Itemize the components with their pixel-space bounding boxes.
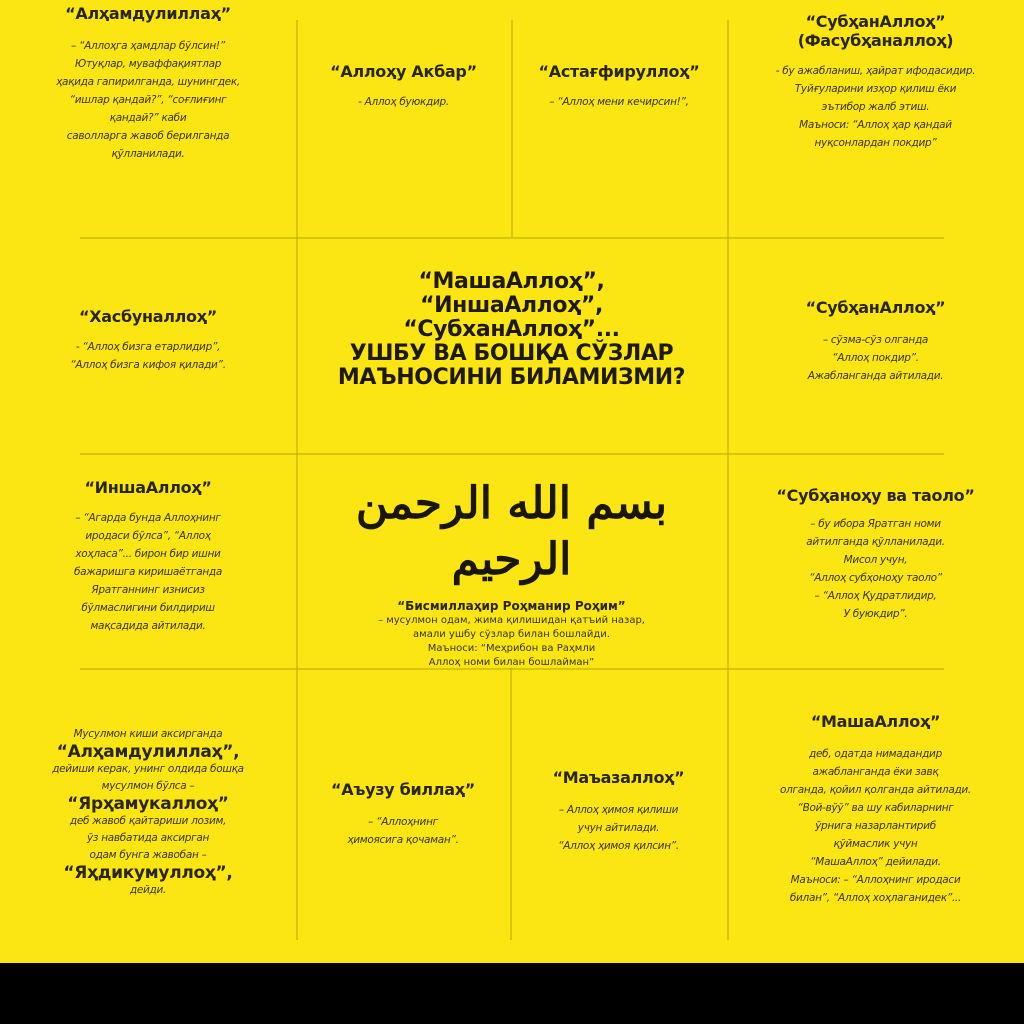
grid-line — [511, 20, 513, 237]
cell-title: “Хасбуналлоҳ” — [79, 307, 217, 326]
cell-auzu-billah — [296, 780, 510, 849]
cell-astaghfirulloh — [511, 62, 727, 111]
grid-line — [80, 453, 944, 455]
cell-maazalloh — [510, 768, 727, 855]
cell-subhanalloh — [727, 298, 1024, 385]
cell-mashalloh — [727, 712, 1024, 907]
cell-desc: – сўзма-сўз олганда “Аллоҳ покдир”. Ажабланганда айтилади. — [807, 334, 944, 382]
cell-desc: – Аллоҳ ҳимоя қилиши учун айтилади. “Аллоҳ ҳимоя қилсин”. — [558, 804, 679, 852]
cell-subhanohu-vataolo — [727, 486, 1024, 623]
bismillah-calligraphy: بسم الله الرحمن الرحيم — [355, 478, 668, 585]
cell-title: “ИншаАллоҳ” — [84, 478, 212, 497]
cell-desc: - бу ажабланиш, ҳайрат ифодасидир. Туйғуларини изҳор қилиш ёки эътибор жалб этиш. Маъноси: “Аллоҳ ҳар қандай нуқсонлардан покдир” — [775, 65, 976, 149]
center-question — [296, 270, 727, 390]
bottom-black-bar — [0, 963, 1024, 1024]
cell-title: “Маъазаллоҳ” — [552, 768, 685, 787]
sneeze-etiquette: Мусулмон киши аксирганда “Алҳамдулиллаҳ”, дейиши керак, унинг олдида бошқа мусулмон бўлса – “Ярҳамукаллоҳ” деб жавоб қайтариши лозим, ўз навбатида аксирган одам бунга жавобан – “Яҳдикумуллоҳ”, дейди. — [52, 728, 244, 896]
cell-title: “Аллоҳу Акбар” — [330, 62, 477, 81]
cell-bismillah — [296, 476, 727, 670]
bismillah-title: “Бисмиллаҳир Роҳманир Роҳим” — [397, 599, 626, 613]
cell-hasbunalloh — [0, 307, 296, 374]
cell-desc: – “Аллоҳга ҳамдлар бўлсин!” Ютуқлар, муваффақиятлар ҳақида гапирилганда, шунингдек, “ишлар қандай?”, “соғлиғинг қандай?” каби саволларга жавоб берилганда қўлланилади. — [56, 40, 240, 160]
cell-desc: – бу ибора Яратган номи айтилганда қўлланилади. Мисол учун, “Аллоҳ субҳоноҳу таоло” – “Аллоҳ Қудратлидир, У буюкдир”. — [806, 518, 945, 620]
cell-title: “Аъузу биллаҳ” — [331, 780, 475, 799]
cell-title: “Астағфируллоҳ” — [538, 62, 700, 81]
cell-desc: деб, одатда нимадандир ажабланганда ёки завқ олганда, қойил қолганда айтилади. “Вой-вўў” ва шу кабиларнинг ўрнига назарлантириб қўймаслик учун “МашаАллоҳ” дейилади. Маъноси: – “Аллоҳнинг иродаси билан”, “Аллоҳ хоҳлаганидек”... — [780, 748, 971, 904]
cell-title: “Субҳаноҳу ва таоло” — [776, 486, 975, 505]
cell-desc: - “Аллоҳ бизга етарлидир”, “Аллоҳ бизга кифоя қилади”. — [70, 341, 226, 371]
cell-title: “Алҳамдулиллаҳ” — [65, 4, 231, 23]
cell-desc: - Аллоҳ буюкдир. — [358, 96, 449, 108]
cell-alhamdulillah — [0, 4, 296, 163]
cell-inshalloh — [0, 478, 296, 635]
cell-title: “СубҳанАллоҳ” (Фасубҳаналлоҳ) — [797, 12, 954, 50]
bismillah-desc: – мусулмон одам, жима қилишидан қатъий назар, амали ушбу сўзлар билан бошлайди. Маъноси: “Меҳрибон ва Раҳмли Аллоҳ номи билан бошлайман” — [378, 615, 645, 668]
grid-line — [80, 237, 944, 239]
cell-title: “СубҳанАллоҳ” — [805, 298, 946, 317]
cell-yarhamukalloh — [0, 726, 296, 899]
cell-title: “МашаАллоҳ” — [810, 712, 941, 731]
cell-desc: – “Аллоҳ мени кечирсин!”, — [549, 96, 689, 108]
cell-allohu-akbar — [296, 62, 511, 111]
cell-subhanalloh-fasubhanalloh — [727, 12, 1024, 152]
cell-desc: – “Агарда бунда Аллоҳнинг иродаси бўлса”, “Аллоҳ хоҳласа”... бирон бир ишни бажаришга киришаётганда Яратганнинг изнисиз бўлмаслигини билдириш мақсадида айтилади. — [73, 512, 223, 632]
headline: “МашаАллоҳ”, “ИншаАллоҳ”, “СубханАллоҳ”... УШБУ ВА БОШҚА СЎЗЛАР МАЪНОСИНИ БИЛАМИЗМИ? — [337, 269, 686, 390]
cell-desc: – “Аллоҳнинг ҳимоясига қочаман”. — [347, 816, 459, 846]
